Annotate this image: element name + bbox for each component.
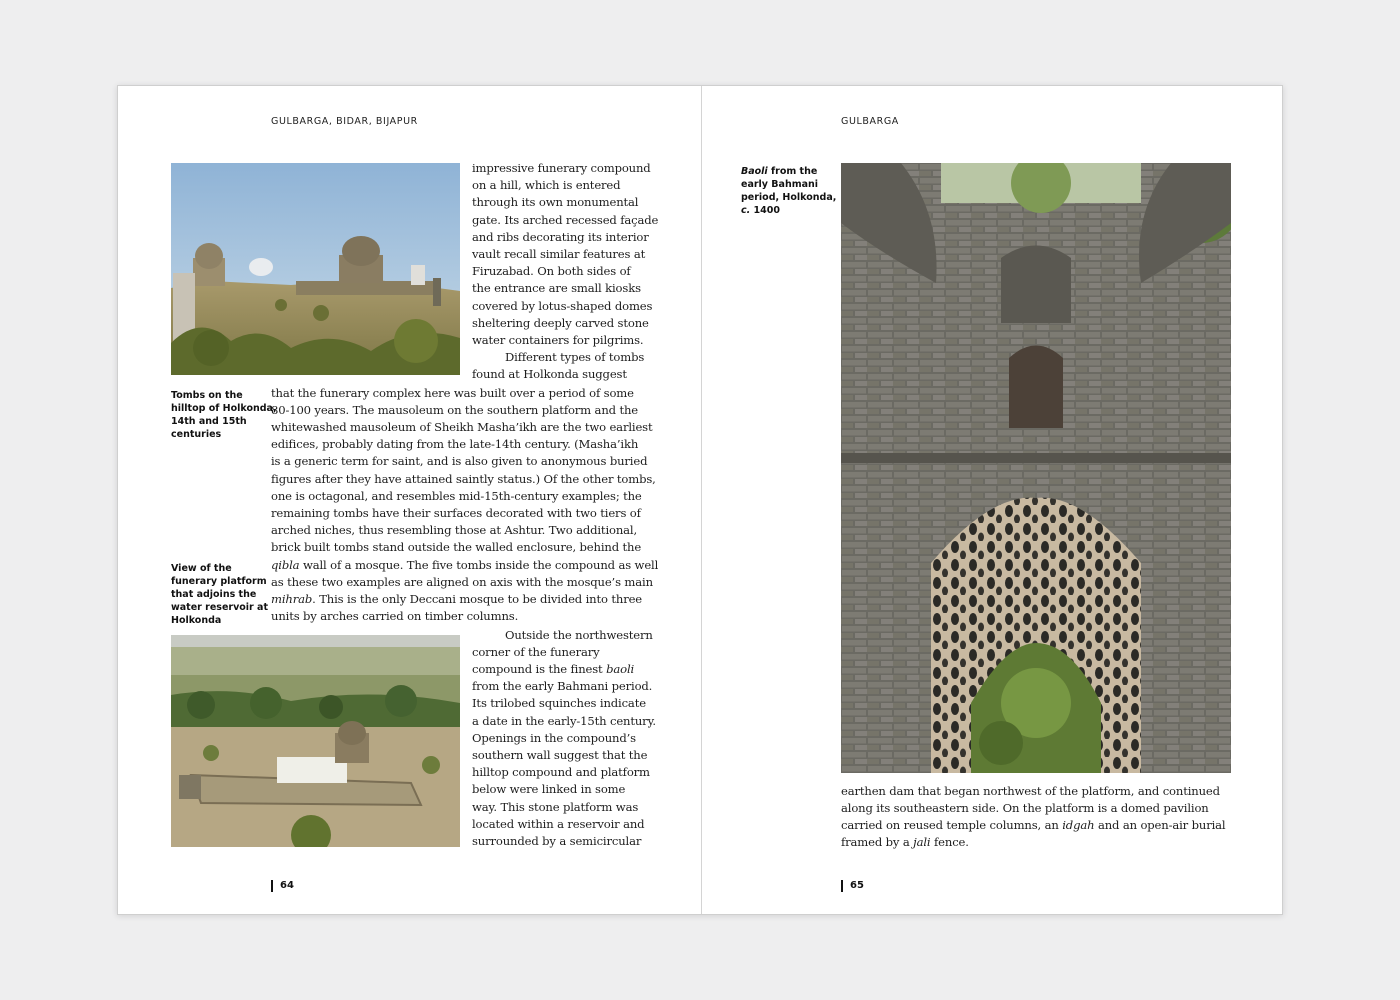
text-run: carried on reused temple columns, an xyxy=(841,818,1063,832)
text-line: figures after they have attained saintly status.) Of the other tombs, xyxy=(271,471,656,486)
italic-term: Baoli xyxy=(741,166,768,177)
text-line: brick built tombs stand outside the walled enclosure, behind the xyxy=(271,540,642,555)
caption-line xyxy=(741,165,836,178)
italic-term: mihrab xyxy=(271,592,313,607)
text-line: Openings in the compound’s xyxy=(472,730,636,745)
text-line: remaining tombs have their surfaces decorated with two tiers of xyxy=(271,506,641,521)
text-line: surrounded by a semicircular xyxy=(472,834,642,849)
page-number-right: 65 xyxy=(841,880,864,891)
text-line xyxy=(841,817,1225,834)
hilltop-tombs-photo xyxy=(171,163,460,375)
body-text-column-bottom xyxy=(472,627,656,851)
text-run: . This is the only Deccani mosque to be divided into three xyxy=(312,592,643,607)
text-line: located within a reservoir and xyxy=(472,816,645,831)
text-line: Its trilobed squinches indicate xyxy=(472,696,646,711)
text-line: as these two examples are aligned on axis with the mosque’s main xyxy=(271,574,653,589)
text-line: 80-100 years. The mausoleum on the southern platform and the xyxy=(271,402,638,417)
caption-line: that adjoins the xyxy=(171,589,257,600)
text-line: whitewashed mausoleum of Sheikh Masha’ikh are the two earliest xyxy=(271,420,653,434)
italic-term: jali xyxy=(913,835,931,850)
text-line: below were linked in some xyxy=(472,782,626,797)
italic-term: c. xyxy=(741,205,751,216)
text-run: fence. xyxy=(930,835,969,850)
caption-hilltop-tombs xyxy=(171,389,277,441)
gutter-line xyxy=(701,86,702,914)
body-text-column-top xyxy=(472,160,658,384)
text-line: a date in the early-15th century. xyxy=(472,713,656,728)
text-line: way. This stone platform was xyxy=(472,799,639,814)
caption-line: period, Holkonda, xyxy=(741,192,837,203)
text-line: Different types of tombs xyxy=(505,350,645,365)
page-number-left: 64 xyxy=(271,880,294,891)
text-run: framed by a xyxy=(841,835,914,850)
book-spread xyxy=(117,85,1283,915)
text-run: compound is the finest xyxy=(472,662,607,676)
text-line: found at Holkonda suggest xyxy=(472,367,627,382)
left-running-head: GULBARGA, BIDAR, BIJAPUR xyxy=(271,116,418,127)
italic-term: baoli xyxy=(606,662,635,676)
caption-line: early Bahmani xyxy=(741,179,819,190)
caption-line xyxy=(741,204,836,217)
right-running-head: GULBARGA xyxy=(841,116,899,127)
caption-line: Tombs on the xyxy=(171,390,243,401)
caption-line: funerary platform xyxy=(171,576,267,587)
text-line: impressive funerary compound xyxy=(472,161,651,175)
text-run: wall of a mosque. The five tombs inside the compound as well xyxy=(299,557,659,572)
text-line: edifices, probably dating from the late-14th century. (Masha’ikh xyxy=(271,437,639,452)
text-line xyxy=(271,591,658,608)
text-line: sheltering deeply carved stone xyxy=(472,315,649,330)
caption-line: hilltop of Holkonda, xyxy=(171,403,277,414)
caption-line: water reservoir at xyxy=(171,602,268,613)
text-line: covered by lotus-shaped domes xyxy=(472,298,653,313)
text-line xyxy=(841,834,1225,851)
text-line: arched niches, thus resembling those at Ashtur. Two additional, xyxy=(271,523,637,538)
caption-line: Holkonda xyxy=(171,615,222,626)
text-line: from the early Bahmani period. xyxy=(472,679,653,694)
text-line: and ribs decorating its interior xyxy=(472,229,649,244)
text-run: and an open-air burial xyxy=(1094,818,1226,832)
baoli-photo xyxy=(841,163,1231,773)
text-run: 1400 xyxy=(750,205,780,216)
text-line: hilltop compound and platform xyxy=(472,765,650,780)
text-run: from the xyxy=(767,166,818,177)
text-line xyxy=(472,661,656,678)
italic-term: idgah xyxy=(1062,818,1095,832)
text-line: Firuzabad. On both sides of xyxy=(472,264,631,279)
text-line: one is octagonal, and resembles mid-15th-century examples; the xyxy=(271,488,642,503)
text-line: on a hill, which is entered xyxy=(472,178,621,193)
italic-term: qibla xyxy=(271,557,300,572)
text-line xyxy=(271,557,658,574)
text-line: along its southeastern side. On the platform is a domed pavilion xyxy=(841,800,1209,815)
body-text-wide xyxy=(271,385,658,626)
caption-line: centuries xyxy=(171,429,222,440)
text-line: units by arches carried on timber columns. xyxy=(271,609,519,624)
caption-line: 14th and 15th xyxy=(171,416,247,427)
caption-baoli xyxy=(741,165,836,217)
text-line: that the funerary complex here was built over a period of some xyxy=(271,385,634,400)
text-line: is a generic term for saint, and is also given to anonymous buried xyxy=(271,454,648,469)
funerary-platform-photo xyxy=(171,635,460,847)
body-text-right xyxy=(841,783,1225,852)
text-line: vault recall similar features at xyxy=(472,247,646,262)
text-line: water containers for pilgrims. xyxy=(472,333,644,348)
text-line: earthen dam that began northwest of the platform, and continued xyxy=(841,783,1220,798)
text-line: Outside the northwestern xyxy=(505,627,653,642)
text-line: the entrance are small kiosks xyxy=(472,281,641,296)
caption-line: View of the xyxy=(171,563,232,574)
text-line: through its own monumental xyxy=(472,195,639,210)
text-line: corner of the funerary xyxy=(472,644,600,659)
caption-funerary-platform xyxy=(171,562,268,627)
text-line: southern wall suggest that the xyxy=(472,748,648,763)
text-line: gate. Its arched recessed façade xyxy=(472,212,659,227)
